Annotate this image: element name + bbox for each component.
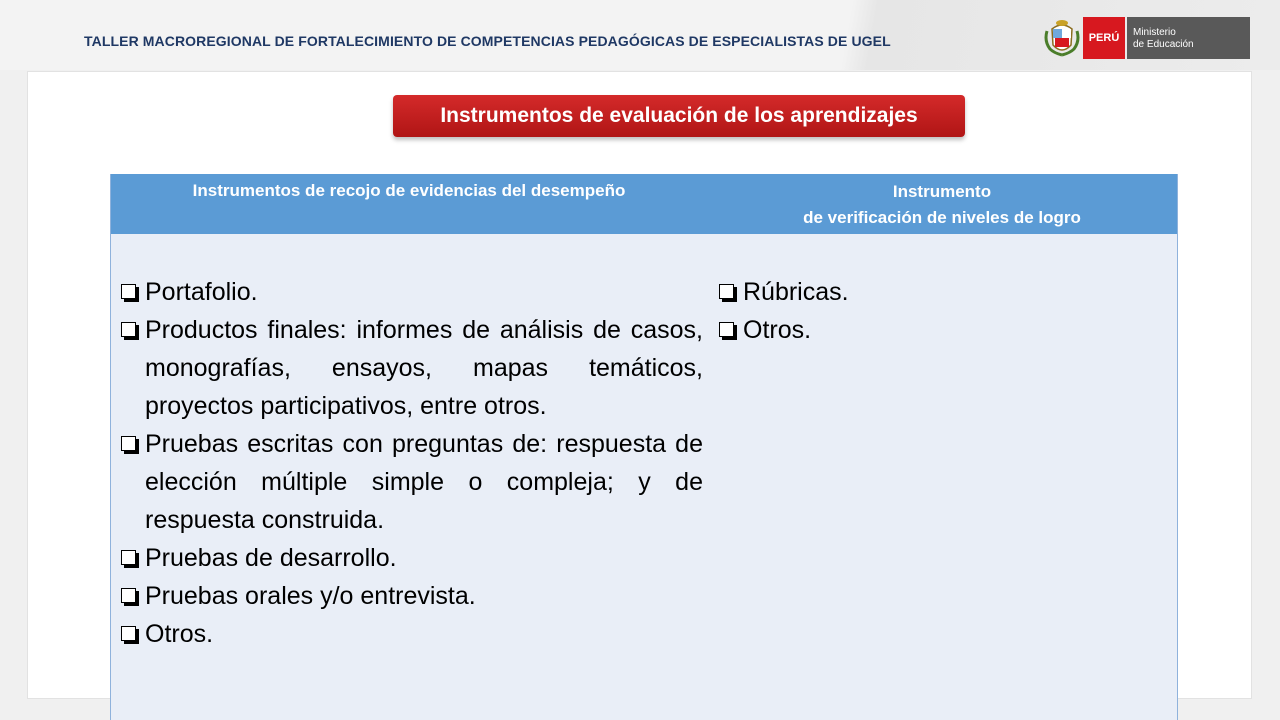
instruments-table [110, 174, 1178, 720]
ministry-line1: Ministerio [1133, 27, 1176, 38]
checkbox-bullet-icon [719, 311, 743, 349]
list-item-text: Rúbricas. [743, 278, 849, 306]
checkbox-bullet-icon [121, 615, 145, 653]
list-item [121, 311, 703, 425]
list-item [719, 311, 1159, 349]
list-item-text: Pruebas de desarrollo. [145, 544, 397, 572]
ministry-line2: de Educación [1133, 39, 1194, 50]
ministry-label [1127, 17, 1250, 59]
peru-label: PERÚ [1083, 17, 1125, 59]
table-header [111, 174, 1177, 234]
checkbox-bullet-icon [719, 273, 743, 311]
checkbox-bullet-icon [121, 539, 145, 577]
list-item [121, 273, 703, 311]
list-item-text: Otros. [145, 620, 214, 648]
list-item [121, 577, 703, 615]
table-header-col2-line2: de verificación de niveles de logro [803, 208, 1081, 227]
slide-title: Instrumentos de evaluación de los aprendizajes [393, 95, 965, 137]
checkbox-bullet-icon [121, 425, 145, 463]
checkbox-bullet-icon [121, 577, 145, 615]
coat-of-arms-icon [1044, 17, 1080, 59]
checkbox-bullet-icon [121, 273, 145, 311]
verification-instruments-list [719, 273, 1159, 349]
workshop-title: TALLER MACROREGIONAL DE FORTALECIMIENTO DE COMPETENCIAS PEDAGÓGICAS DE ESPECIALISTAS DE UGEL [84, 33, 891, 49]
table-header-col1: Instrumentos de recojo de evidencias del desempeño [192, 181, 626, 200]
checkbox-bullet-icon [121, 311, 145, 349]
evidence-instruments-list [121, 273, 703, 653]
list-item [719, 273, 1159, 311]
list-item-text: Otros. [743, 316, 812, 344]
list-item-text: Pruebas escritas con preguntas de: respuesta de elección múltiple simple o compleja; y de respuesta construida. [145, 430, 703, 534]
ministry-logo [1044, 17, 1250, 59]
table-header-col2-line1: Instrumento [892, 182, 992, 201]
list-item [121, 615, 703, 653]
list-item-text: Productos finales: informes de análisis de casos, monografías, ensayos, mapas temáticos, proyectos participativos, entre otros. [145, 316, 703, 420]
table-header-col2 [707, 179, 1177, 231]
list-item [121, 539, 703, 577]
list-item-text: Portafolio. [145, 278, 258, 306]
list-item-text: Pruebas orales y/o entrevista. [145, 582, 476, 610]
list-item [121, 425, 703, 539]
